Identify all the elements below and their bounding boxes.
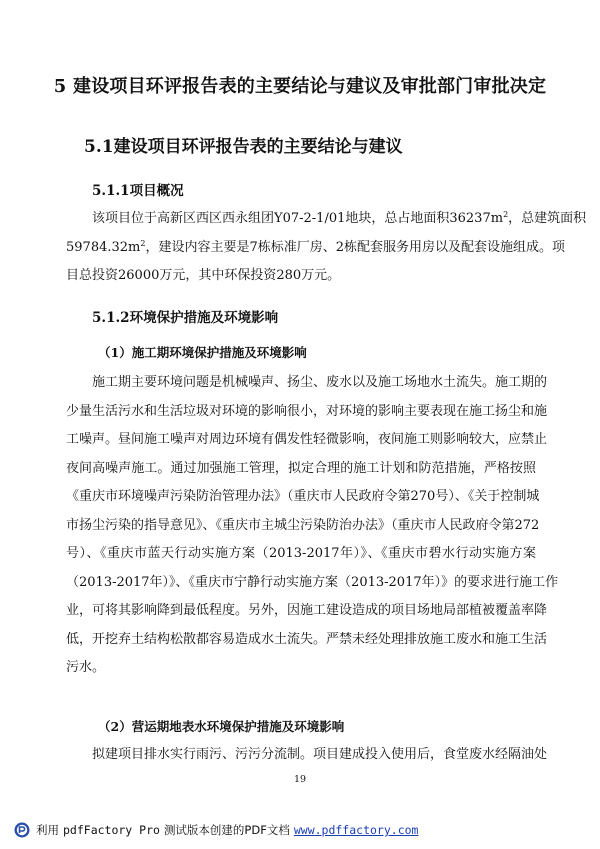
text-line: 夜间高噪声施工。通过加强施工管理，拟定合理的施工计划和防范措施，严格按照 [66, 460, 536, 476]
text-line: 低，开挖弃土结构松散都容易造成水土流失。严禁未经处理排放施工废水和施工生活 [66, 631, 548, 647]
text-line: 市扬尘污染的指导意见》、《重庆市主城尘污染防治办法》（重庆市人民政府令第272 [66, 517, 540, 533]
footer-link[interactable]: www.pdffactory.com [293, 823, 419, 837]
text-line: 号）、《重庆市蓝天行动实施方案（2013-2017年）》、《重庆市碧水行动实施方案 [66, 546, 536, 561]
text-line: 工噪声。昼间施工噪声对周边环境有偶发性轻微影响，夜间施工则影响较大，应禁止 [66, 432, 548, 447]
paragraph-operation [66, 741, 548, 770]
footer-prefix: 利用 [36, 823, 59, 837]
pdf-footer [14, 822, 418, 838]
footer-product: pdfFactory Pro [63, 823, 160, 837]
section-heading: 5.1建设项目环评报告表的主要结论与建议 [84, 137, 403, 157]
text-line: 目总投资26000万元，其中环保投资280万元。 [66, 268, 341, 283]
text-line: 该项目位于高新区西区西永组团Y07-2-1/01地块，总占地面积$36237m^2$，总建筑面积 [92, 210, 587, 226]
text-line: 少量生活污水和生活垃圾对环境的影响很小，对环境的影响主要表现在施工扬尘和施 [66, 403, 548, 419]
pdffactory-logo-icon [14, 822, 30, 838]
item-heading-operation: （2）营运期地表水环境保护措施及环境影响 [98, 719, 345, 734]
paragraph-construction [66, 369, 559, 683]
text-line: 业，可将其影响降到最低程度。另外，因施工建设造成的项目场地局部植被覆盖率降 [66, 603, 548, 618]
subsection-heading-environment: 5.1.2环境保护措施及环境影响 [92, 310, 279, 326]
item-heading-construction: （1）施工期环境保护措施及环境影响 [98, 345, 307, 360]
page-number: 19 [293, 774, 307, 785]
text-line: 《重庆市环境噪声污染防治管理办法》（重庆市人民政府令第270号）、《关于控制城 [66, 489, 540, 504]
text-line: 污水。 [66, 660, 106, 675]
text-line: 施工期主要环境问题是机械噪声、扬尘、废水以及施工场地水土流失。施工期的 [92, 375, 548, 390]
text-line: $59784.32m^2$，建设内容主要是7栋标准厂房、2栋配套服务用房以及配套设施组成。项 [66, 238, 565, 255]
chapter-heading: 5 建设项目环评报告表的主要结论与建议及审批部门审批决定 [53, 76, 547, 97]
text-line: 拟建项目排水实行雨污、污污分流制。项目建成投入使用后，食堂废水经隔油处 [92, 747, 548, 762]
text-line: （2013-2017年）》、《重庆市宁静行动实施方案（2013-2017年）》的要求进行施工作 [66, 574, 559, 590]
subsection-heading-overview: 5.1.1项目概况 [92, 183, 184, 199]
paragraph-overview [66, 205, 587, 291]
footer-middle: 测试版本创建的PDF文档 [163, 823, 290, 837]
